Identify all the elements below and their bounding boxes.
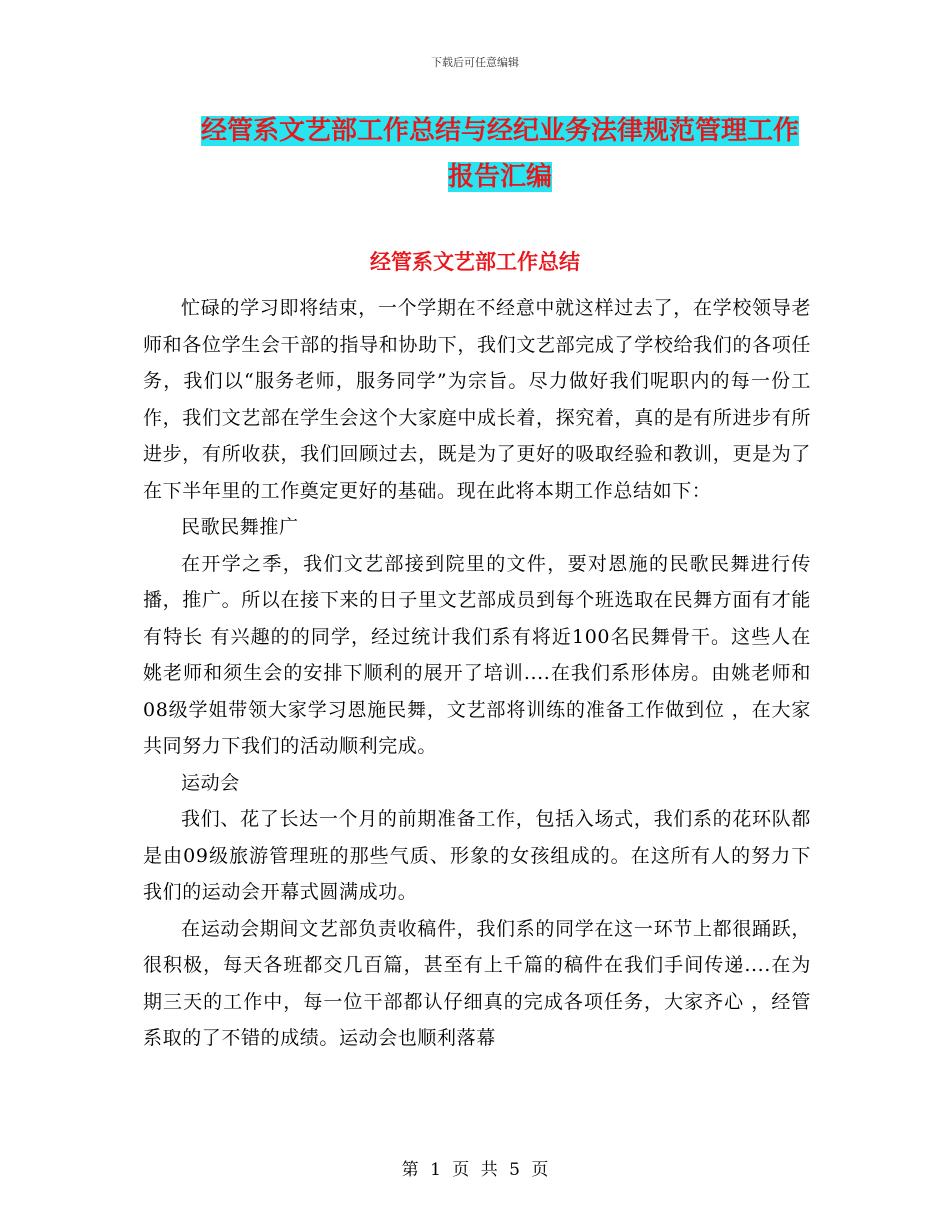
body-text bbox=[143, 290, 811, 1057]
title-line-2: 报告汇编 bbox=[447, 162, 552, 192]
subheading-folk-dance: 民歌民舞推广 bbox=[181, 516, 299, 538]
page-footer: 第 1 页 共 5 页 bbox=[401, 1160, 549, 1180]
subheading-sports-meet: 运动会 bbox=[181, 771, 240, 794]
header-note: 下载后可任意编辑 bbox=[431, 56, 519, 69]
paragraph-intro: 忙碌的学习即将结束，一个学期在不经意中就这样过去了，在学校领导老师和各位学生会干部的指导和协助下，我们文艺部完成了学校给我们的各项任务，我们以“服务老师，服务同学”为宗旨。尽力做好我们呢职内的每一份工作，我们文艺部在学生会这个大家庭中成长着，探究着，真的是有所进步有所进步，有所收获，我们回顾过去，既是为了更好的吸取经验和教训，更是为了在下半年里的工作奠定更好的基础。现在此将本期工作总结如下： bbox=[143, 297, 811, 502]
title-line-1: 经管系文艺部工作总结与经纪业务法律规范管理工作 bbox=[200, 116, 799, 146]
paragraph-sports-meet-opening: 我们、花了长达一个月的前期准备工作，包括入场式，我们系的花环队都是由09级旅游管理班的那些气质、形象的女孩组成的。在这所有人的努力下我们的运动会开幕式圆满成功。 bbox=[143, 808, 811, 903]
section-title: 经管系文艺部工作总结 bbox=[370, 250, 580, 274]
paragraph-folk-dance: 在开学之季，我们文艺部接到院里的文件，要对恩施的民歌民舞进行传播，推广。所以在接下来的日子里文艺部成员到每个班选取在民舞方面有才能有特长 有兴趣的的同学，经过统计我们系有将近100名民舞骨干。这些人在姚老师和须生会的安排下顺利的展开了培训....在我们系形体房。由姚老师和08级学姐带领大家学习恩施民舞，文艺部将训练的准备工作做到位 ，在大家共同努力下我们的活动顺利完成。 bbox=[143, 552, 811, 757]
paragraph-sports-meet-submissions: 在运动会期间文艺部负责收稿件，我们系的同学在这一环节上都很踊跃，很积极，每天各班都交几百篇，甚至有上千篇的稿件在我们手间传递....在为期三天的工作中，每一位干部都认仔细真的完成各项任务，大家齐心 ，经管系取的了不错的成绩。运动会也顺利落幕 bbox=[143, 917, 811, 1049]
document-title bbox=[140, 108, 860, 200]
